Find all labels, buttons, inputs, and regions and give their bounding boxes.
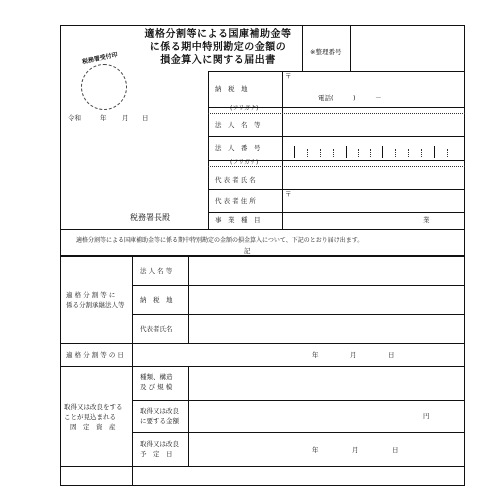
split-day-day: 日 <box>388 351 395 359</box>
corp-number-box <box>370 149 371 157</box>
postal-mark-1: 〒 <box>285 72 292 80</box>
asset-amount-label-1: 取得又は改良 <box>140 407 179 415</box>
statement-text: 適格分割等による国庫補助金等に係る期中特別勘定の金額の損金算入について、下記のとおり届け出ます。 <box>76 237 364 244</box>
title-line-3: 損金算入に関する届出書 <box>160 55 276 66</box>
corp-number-box <box>358 149 359 157</box>
detail-row-7 <box>60 466 465 467</box>
date-year: 年 <box>100 114 107 122</box>
corp-number-box <box>320 149 321 157</box>
yen-unit: 円 <box>423 412 430 420</box>
receipt-stamp-circle <box>81 64 127 110</box>
corp-number-box <box>447 149 448 157</box>
postal-mark-2: 〒 <box>285 190 292 198</box>
title-line-2: に係る期中特別勘定の金額の <box>149 42 287 53</box>
detail-row-6 <box>132 432 465 433</box>
rep-address-label: 代 表 者 住 所 <box>215 197 256 205</box>
corp-number-label: 法 人 番 号 <box>215 144 261 152</box>
corp-number-box <box>333 149 334 157</box>
detail-row-4 <box>60 366 465 367</box>
business-label: 事 業 種 目 <box>215 216 261 224</box>
business-suffix: 業 <box>423 216 430 224</box>
rep-name-label: 代 表 者 氏 名 <box>215 176 256 184</box>
tax-place-label: 納 税 地 <box>215 85 248 93</box>
header-vdivider <box>302 25 303 71</box>
detail-row-3 <box>60 343 465 344</box>
form-title <box>136 28 300 67</box>
applicant-vline-1 <box>208 71 209 230</box>
detail-table-frame <box>60 256 465 486</box>
successor-rep-name-label: 代表者氏名 <box>140 325 173 333</box>
applicant-vline-2 <box>282 71 283 230</box>
plan-day: 日 <box>392 446 399 454</box>
corp-number-box <box>346 146 347 158</box>
corp-number-box <box>307 149 308 157</box>
row-line-3 <box>208 136 465 137</box>
asset-kind-label-2: 及 び 規 模 <box>140 383 173 391</box>
asset-date-label-2: 予 定 日 <box>140 450 173 458</box>
receipt-stamp-text: 税務署受付印 <box>81 51 119 66</box>
detail-vline-3 <box>188 366 189 466</box>
serial-number-label: ※整理番号 <box>310 48 342 56</box>
row-line-7 <box>208 212 465 213</box>
asset-amount-label-2: に要する金額 <box>140 417 179 425</box>
split-day-label: 適 格 分 割 等 の 日 <box>66 351 124 359</box>
date-month: 月 <box>122 114 129 122</box>
title-line-1: 適格分割等による国庫補助金等 <box>144 29 292 40</box>
furigana-2: (フリガナ) <box>230 159 259 166</box>
successor-label-1: 適 格 分 割 等 に <box>66 291 116 299</box>
plan-month: 月 <box>352 446 359 454</box>
detail-vline-2 <box>188 256 189 343</box>
corp-number-box <box>434 146 435 158</box>
corp-number-box <box>294 146 295 158</box>
successor-corp-name-label: 法 人 名 等 <box>140 267 173 275</box>
header-hdivider <box>208 71 465 72</box>
corp-number-box <box>408 149 409 157</box>
split-day-month: 月 <box>350 351 357 359</box>
detail-vline-1 <box>132 256 133 486</box>
asset-label-2: ことが見込まれる <box>64 413 116 421</box>
detail-row-5 <box>132 400 465 401</box>
date-day: 日 <box>142 114 149 122</box>
corp-name-label: 法 人 名 等 <box>215 121 261 129</box>
successor-tax-place-label: 納 税 地 <box>140 296 173 304</box>
row-line-6 <box>208 189 465 190</box>
furigana-1: (フリガナ) <box>230 105 259 112</box>
plan-year: 年 <box>312 446 319 454</box>
row-line-5 <box>208 166 465 167</box>
asset-label-1: 取得又は改良をする <box>64 403 123 411</box>
addressee: 税務署長殿 <box>130 213 170 222</box>
serial-divider <box>350 25 351 71</box>
successor-label-2: 係る分割承継法人等 <box>66 301 125 309</box>
date-era: 令和 <box>68 114 81 122</box>
asset-label-3: 固 定 資 産 <box>70 423 116 431</box>
asset-kind-label-1: 種類、構造 <box>140 373 173 381</box>
asset-date-label-1: 取得又は改良 <box>140 440 179 448</box>
corp-number-box <box>395 149 396 157</box>
detail-row-1 <box>132 285 465 286</box>
split-day-year: 年 <box>312 351 319 359</box>
phone-label: 電話( ) － <box>318 94 382 102</box>
detail-row-2 <box>132 314 465 315</box>
corp-number-box <box>421 149 422 157</box>
row-line-2 <box>208 113 465 114</box>
corp-number-box <box>382 146 383 158</box>
statement-ki: 記 <box>244 247 251 255</box>
